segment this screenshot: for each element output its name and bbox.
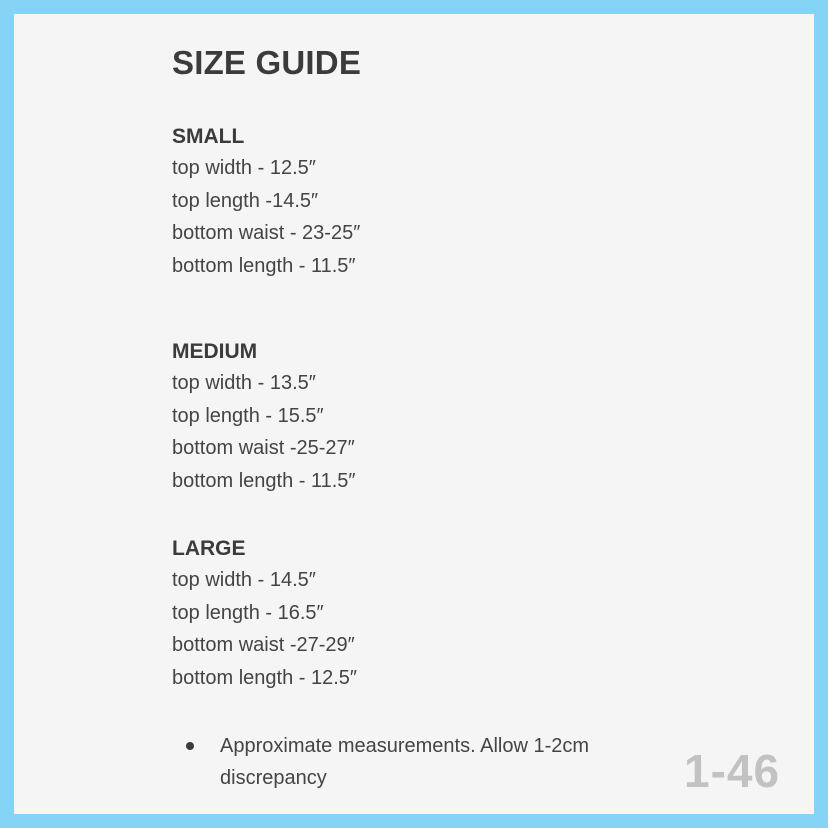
measurement-top-width: top width - 14.5″ [172, 569, 316, 591]
measurement-bottom-length: bottom length - 11.5″ [172, 469, 356, 492]
measurement-bottom-waist: bottom waist -25-27″ [172, 437, 355, 460]
size-section-small [172, 122, 360, 282]
bullet-icon [186, 742, 194, 750]
size-guide-card [14, 14, 814, 814]
product-code: 1-46 [684, 745, 781, 797]
measurement-top-length: top length - 15.5″ [172, 404, 324, 427]
size-section-large [172, 534, 357, 694]
size-heading: LARGE [172, 537, 246, 560]
note-text: Approximate measurements. Allow 1-2cm discrepancy [220, 735, 590, 789]
measurement-bottom-length: bottom length - 11.5″ [172, 254, 356, 277]
size-heading: MEDIUM [172, 340, 258, 363]
measurement-top-length: top length - 16.5″ [172, 601, 324, 624]
measurement-bottom-length: bottom length - 12.5″ [172, 666, 357, 689]
size-heading: SMALL [172, 125, 245, 148]
measurement-top-length: top length -14.5″ [172, 189, 319, 212]
measurement-top-width: top width - 12.5″ [172, 157, 316, 179]
measurement-bottom-waist: bottom waist -27-29″ [172, 634, 355, 657]
size-section-medium [172, 337, 356, 497]
measurement-bottom-waist: bottom waist - 23-25″ [172, 222, 361, 245]
page-title: SIZE GUIDE [172, 44, 362, 81]
measurement-top-width: top width - 13.5″ [172, 372, 316, 394]
